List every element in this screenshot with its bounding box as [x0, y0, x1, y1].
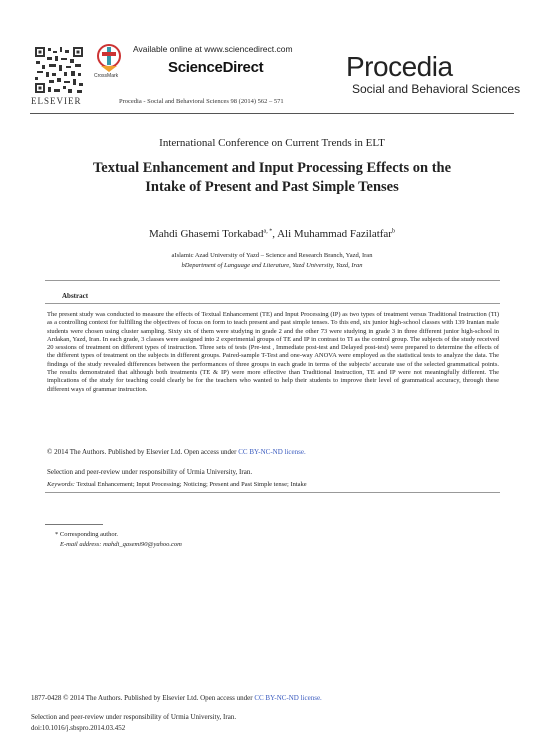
peer-review-notice: Selection and peer-review under responsibility of Urmia University, Iran. — [47, 468, 253, 476]
author-list — [0, 228, 544, 240]
abstract-heading: Abstract — [62, 292, 89, 300]
author-separator: , — [272, 228, 278, 240]
footer-peer-review: Selection and peer-review under responsibility of Urmia University, Iran. — [31, 713, 237, 721]
abstract-heading-rule — [45, 303, 500, 304]
crossmark-label: CrossMark — [94, 73, 119, 79]
procedia-subtitle: Social and Behavioral Sciences — [352, 82, 521, 96]
author-1-marker: a, * — [263, 228, 273, 235]
sciencedirect-logo: ScienceDirect — [168, 59, 264, 76]
title-line-1: Textual Enhancement and Input Processing Effects on the — [92, 160, 452, 176]
footnote-rule — [45, 524, 103, 525]
keywords-rule — [45, 492, 500, 493]
availability-text: Available online at www.sciencedirect.com — [133, 44, 293, 54]
license-link[interactable]: CC BY-NC-ND license. — [238, 448, 306, 456]
doi[interactable]: doi:10.1016/j.sbspro.2014.03.452 — [31, 724, 126, 732]
keywords-label: Keywords: — [47, 481, 75, 488]
crossmark-icon[interactable] — [96, 44, 122, 74]
issn-line — [31, 694, 322, 702]
footer-license-link[interactable]: CC BY-NC-ND license. — [254, 694, 322, 702]
affiliation-a: aIslamic Azad University of Yazd – Science and Research Branch, Yazd, Iran — [171, 252, 373, 259]
abstract-body: The present study was conducted to measure the effects of Textual Enhancement (TE) and Input Processing (IP) as two types of treatment versus Traditional Instruction (TI) as a controlling context for fulfilling the objectives of focus on form to teach present and past simple tenses. To this end, six junior high-school classes with 139 Iranian male students were chosen using cluster sampling. Sixty six of them were studying in grade 2 and the other 73 were studying in grade 3 in three different junior high-school in Ardakan, Yazd, Iran. In each grade, 3 classes were assigned into 2 experimental groups of TE and IP in contrast to TI as the control group. The subjects of the study received 20 sessions of treatment on different types of instruction. Three sets of tests (Pre-test , Immediate post-test and Delayed post-test) were prepared to determine the effects of the different types of treatment on the subjects in different groups. Paired-sample T-Test and one-way ANOVA were employed as the statistical tests to analyze the data. The findings of the study revealed differences between the performances of three groups in each grade in terms of the subjects' accurate use of the selected grammatical points. The results demonstrated that although both treatments (TE & IP) were more effective than Traditional Instruction, TE and IP were not meaningfully different. The implications of the study for teaching could clearly be for the teachers who wanted to help their students to improve their level of grammatical accuracy, through these different ways of grammar instruction. — [47, 311, 499, 393]
issn-text: 1877-0428 © 2014 The Authors. Published by Elsevier Ltd. Open access under — [31, 694, 255, 702]
copyright-text: © 2014 The Authors. Published by Elsevier Ltd. Open access under — [47, 448, 239, 456]
header-divider — [30, 113, 514, 114]
corresponding-author-note: * Corresponding author. — [55, 531, 119, 538]
abstract-top-rule — [45, 280, 500, 281]
keywords-text: Textual Enhancement; Input Processing; Noticing; Present and Past Simple tense; Intake — [74, 481, 307, 488]
author-email[interactable]: E-mail address: mahdi_qasemi90@yahoo.com — [60, 541, 182, 548]
affiliation-b: bDepartment of Language and Literature, Yazd University, Yazd, Iran — [181, 262, 363, 269]
publisher-name: ELSEVIER — [31, 96, 82, 106]
title-line-2: Intake of Present and Past Simple Tenses — [145, 179, 399, 195]
copyright-notice — [47, 448, 306, 456]
conference-name: International Conference on Current Trends in ELT — [159, 137, 385, 149]
keywords — [47, 481, 307, 488]
paper-title — [40, 159, 504, 197]
author-2-marker: b — [391, 228, 395, 235]
procedia-logo: Procedia — [346, 51, 453, 82]
author-2: Ali Muhammad Fazilatfar — [277, 228, 392, 240]
journal-citation: Procedia - Social and Behavioral Sciences 98 (2014) 562 – 571 — [119, 98, 284, 105]
elsevier-logo-icon — [33, 45, 85, 95]
author-1: Mahdi Ghasemi Torkabad — [149, 228, 264, 240]
